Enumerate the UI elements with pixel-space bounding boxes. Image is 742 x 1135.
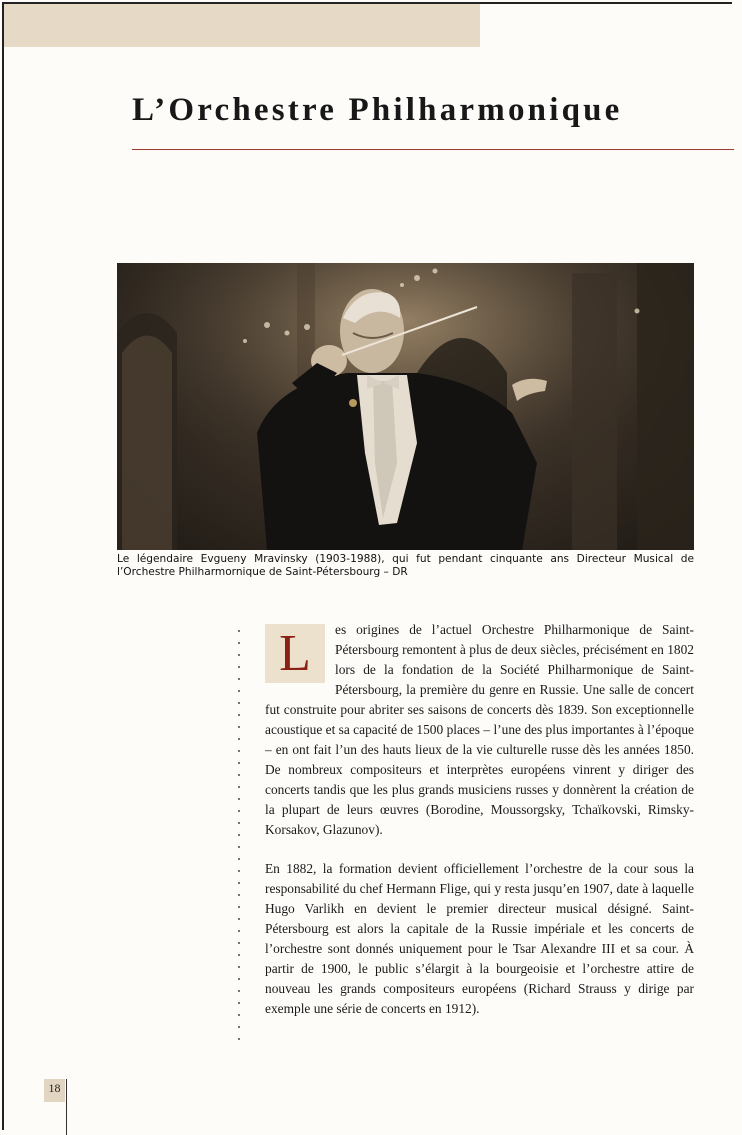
paragraph-1-text: es origines de l’actuel Orchestre Philharmonique de Saint-Pétersbourg remontent à plus de deux siècles, précisément en 1802 lors de la fondation de la Société Philharmonique de Saint-Pétersbourg, la première du genre en Russie. Une salle de concert fut construite pour abriter ses saisons de concerts dès 1839. Son exceptionnelle acoustique et sa capacité de 1500 places – l’une des plus importantes à l’époque – en ont fait l’un des hauts lieux de la vie culturelle russe dès les années 1850. De nombreux compositeurs et interprètes européens vinrent y diriger des concerts tandis que les plus grands musiciens russes y donnèrent la création de la plupart de leurs œuvres (Borodine, Moussorgsky, Tchaïkovski, Rimsky-Korsakov, Glazunov). <box>265 622 694 837</box>
photo-caption: Le légendaire Evgueny Mravinsky (1903-1988), qui fut pendant cinquante ans Directeur Musical de l’Orchestre Philharmornique de Saint-Pétersbourg – DR <box>117 553 694 578</box>
conductor-illustration <box>117 263 694 550</box>
page-number-rule <box>66 1079 67 1135</box>
conductor-photo <box>117 263 694 550</box>
dotted-rule <box>237 625 241 1045</box>
dropcap-letter: L <box>279 625 311 682</box>
paragraph-2: En 1882, la formation devient officiellement l’orchestre de la cour sous la responsabilité du chef Hermann Flige, qui y resta jusqu’en 1907, date à laquelle Hugo Varlikh en devient le premier directeur musical désigné. Saint-Pétersbourg est alors la capitale de la Russie impériale et les concerts de l’orchestre sont donnés uniquement pour le Tsar Alexandre III et sa cour. À partir de 1900, le public s’élargit à la bourgeoisie et l’orchestre attire de nouveau les grands compositeurs européens (Richard Strauss y dirige par exemple une série de concerts en 1912). <box>265 861 694 1016</box>
page-title: L’Orchestre Philharmonique <box>132 92 623 128</box>
title-rule <box>132 149 734 150</box>
dropcap-box <box>265 624 325 683</box>
page-number: 18 <box>48 1081 61 1095</box>
paragraph-1 <box>265 620 694 840</box>
article-body <box>265 620 694 1019</box>
header-band <box>4 4 480 47</box>
